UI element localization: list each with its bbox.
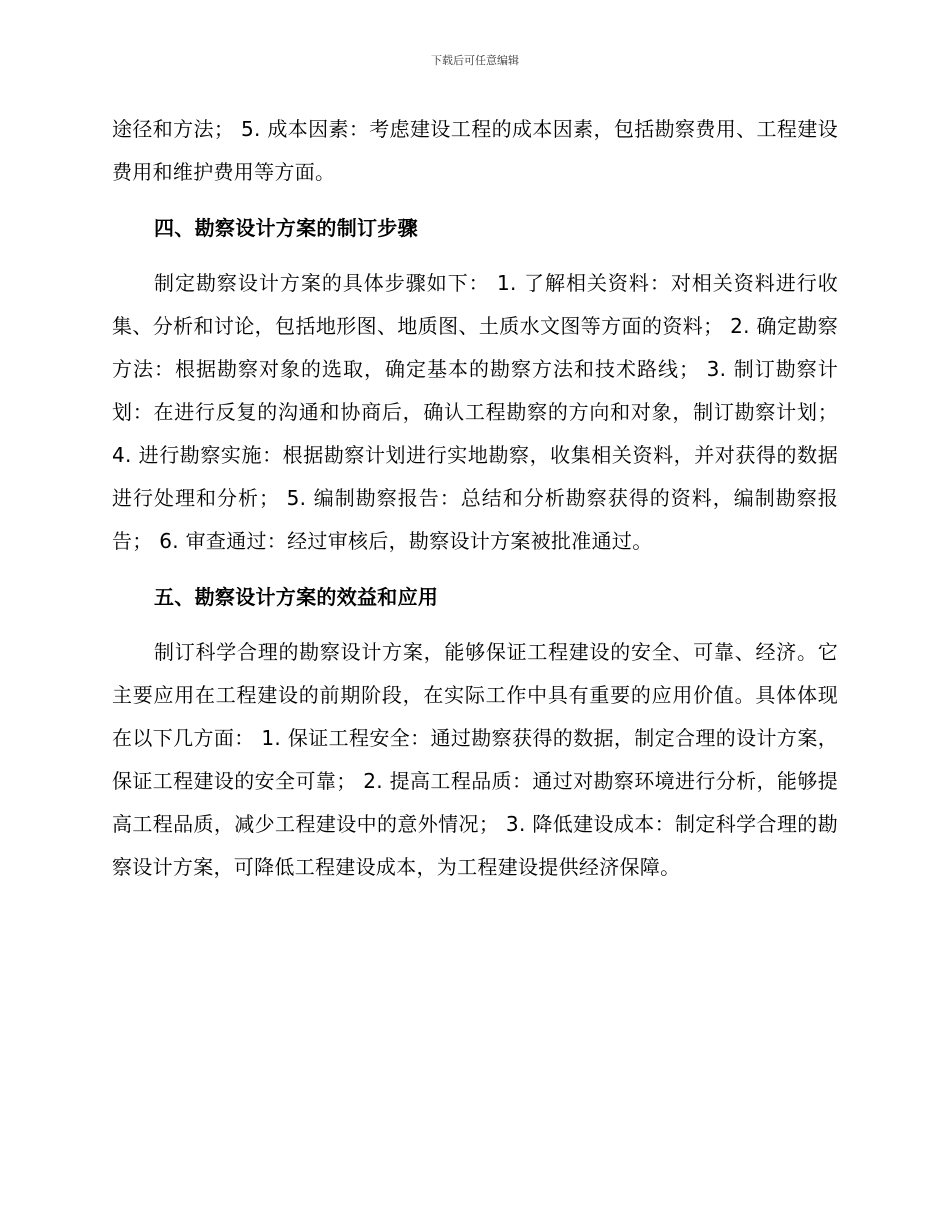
document-body: [112, 108, 838, 889]
spacer: [112, 619, 838, 631]
section-4-paragraph: 制定勘察设计方案的具体步骤如下： 1. 了解相关资料：对相关资料进行收集、分析和讨论，包括地形图、地质图、土质水文图等方面的资料； 2. 确定勘察方法：根据勘察对象的选取，确定基本的勘察方法和技术路线； 3. 制订勘察计划：在进行反复的沟通和协商后，确认工程勘察的方向和对象，制订勘察计划； 4. 进行勘察实施：根据勘察计划进行实地勘察，收集相关资料，并对获得的数据进行处理和分析； 5. 编制勘察报告：总结和分析勘察获得的资料，编制勘察报告； 6. 审查通过：经过审核后，勘察设计方案被批准通过。: [112, 271, 838, 553]
section-5-paragraph: 制订科学合理的勘察设计方案，能够保证工程建设的安全、可靠、经济。它主要应用在工程建设的前期阶段，在实际工作中具有重要的应用价值。具体体现在以下几方面： 1. 保证工程安全：通过勘察获得的数据，制定合理的设计方案，保证工程建设的安全可靠； 2. 提高工程品质：通过对勘察环境进行分析，能够提高工程品质，减少工程建设中的意外情况； 3. 降低建设成本：制定科学合理的勘察设计方案，可降低工程建设成本，为工程建设提供经济保障。: [112, 640, 838, 879]
spacer: [112, 250, 838, 262]
intro-paragraph: 途径和方法； 5. 成本因素：考虑建设工程的成本因素，包括勘察费用、工程建设费用和维护费用等方面。: [112, 117, 838, 184]
section-5-heading: 五、勘察设计方案的效益和应用: [154, 585, 439, 609]
section-4-heading: 四、勘察设计方案的制订步骤: [154, 216, 418, 240]
spacer: [112, 194, 838, 207]
spacer: [112, 563, 838, 576]
page-header-note: 下载后可任意编辑: [431, 54, 519, 67]
